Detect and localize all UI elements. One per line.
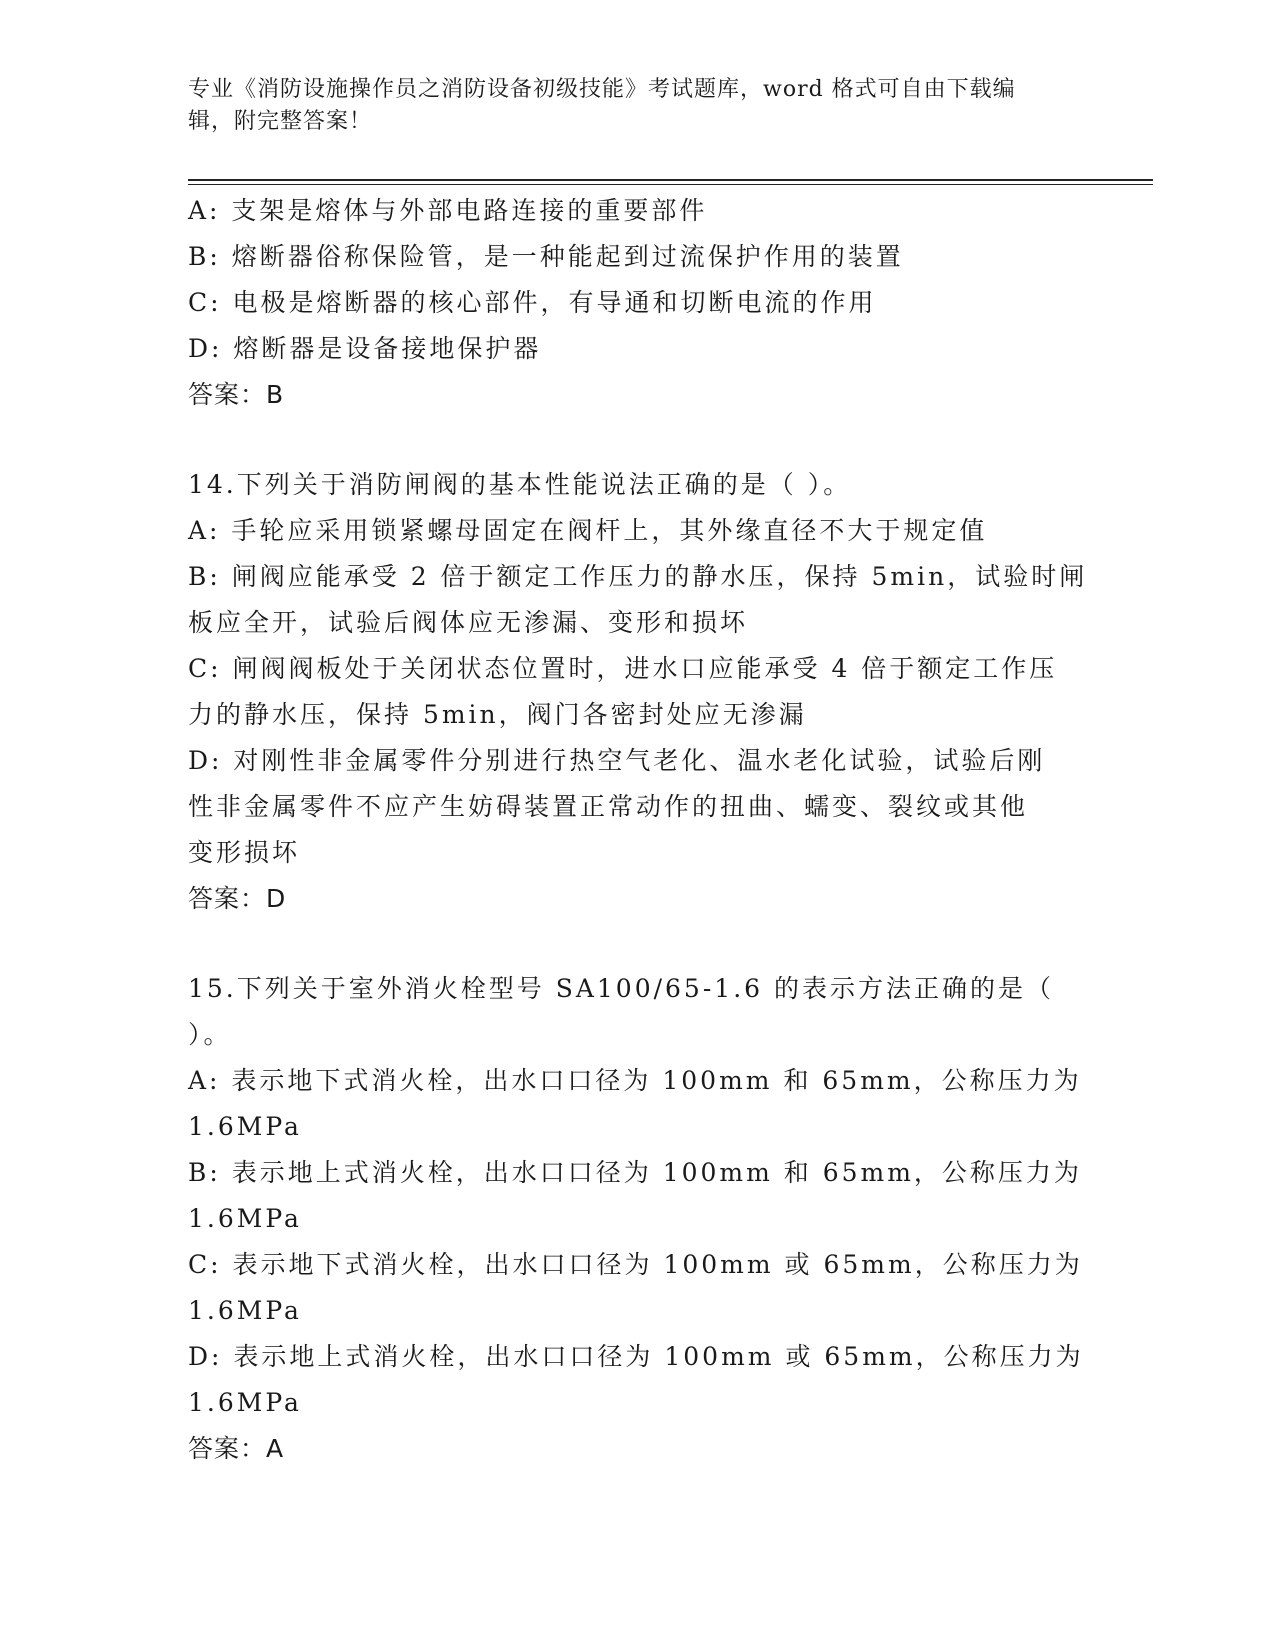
q14-option-b-line-1: B: 闸阀应能承受 2 倍于额定工作压力的静水压，保持 5min，试验时闸 — [188, 562, 1088, 591]
q15-option-a-line-2: 1.6MPa — [188, 1112, 302, 1141]
header-divider-thick — [188, 179, 1153, 181]
q13-option-a: A: 支架是熔体与外部电路连接的重要部件 — [188, 196, 708, 225]
header-divider-thin — [188, 184, 1153, 185]
q13-option-b: B: 熔断器俗称保险管，是一种能起到过流保护作用的装置 — [188, 242, 904, 271]
q15-question-line-1: 15.下列关于室外消火栓型号 SA100/65-1.6 的表示方法正确的是（ — [188, 974, 1054, 1003]
q13-answer: 答案：B — [188, 380, 285, 409]
q15-option-c-line-1: C: 表示地下式消火栓，出水口口径为 100mm 或 65mm，公称压力为 — [188, 1250, 1083, 1279]
header-line-1: 专业《消防设施操作员之消防设备初级技能》考试题库，word 格式可自由下载编 — [188, 77, 1016, 102]
header-line-2: 辑，附完整答案！ — [188, 109, 373, 134]
q14-option-c-line-2: 力的静水压，保持 5min，阀门各密封处应无渗漏 — [188, 700, 807, 729]
q15-answer: 答案：A — [188, 1434, 285, 1463]
question-15-block — [188, 966, 1088, 1472]
q14-option-d-line-1: D: 对刚性非金属零件分别进行热空气老化、温水老化试验，试验后刚 — [188, 746, 1046, 775]
q15-option-a-line-1: A: 表示地下式消火栓，出水口口径为 100mm 和 65mm，公称压力为 — [188, 1066, 1082, 1095]
q14-answer: 答案：D — [188, 884, 287, 913]
q15-option-c-line-2: 1.6MPa — [188, 1296, 302, 1325]
q14-option-c-line-1: C: 闸阀阀板处于关闭状态位置时，进水口应能承受 4 倍于额定工作压 — [188, 654, 1058, 683]
q14-option-b-line-2: 板应全开，试验后阀体应无渗漏、变形和损坏 — [188, 608, 749, 637]
spacer — [188, 418, 1088, 462]
q14-option-d-line-2: 性非金属零件不应产生妨碍装置正常动作的扭曲、蠕变、裂纹或其他 — [188, 792, 1029, 821]
q14-option-d-line-3: 变形损坏 — [188, 838, 301, 867]
q15-question-line-2: ）。 — [188, 1020, 232, 1049]
question-14-block — [188, 462, 1088, 922]
question-13-block — [188, 188, 1088, 418]
q14-question: 14.下列关于消防闸阀的基本性能说法正确的是（ ）。 — [188, 470, 852, 499]
q15-option-b-line-2: 1.6MPa — [188, 1204, 302, 1233]
q15-option-d-line-2: 1.6MPa — [188, 1388, 302, 1417]
q13-option-d: D: 熔断器是设备接地保护器 — [188, 334, 542, 363]
question-content — [188, 188, 1088, 1472]
q15-option-b-line-1: B: 表示地上式消火栓，出水口口径为 100mm 和 65mm，公称压力为 — [188, 1158, 1082, 1187]
q14-option-a: A: 手轮应采用锁紧螺母固定在阀杆上，其外缘直径不大于规定值 — [188, 516, 988, 545]
spacer — [188, 922, 1088, 966]
document-header — [188, 74, 1068, 138]
q15-option-d-line-1: D: 表示地上式消火栓，出水口口径为 100mm 或 65mm，公称压力为 — [188, 1342, 1084, 1371]
q13-option-c: C: 电极是熔断器的核心部件，有导通和切断电流的作用 — [188, 288, 877, 317]
